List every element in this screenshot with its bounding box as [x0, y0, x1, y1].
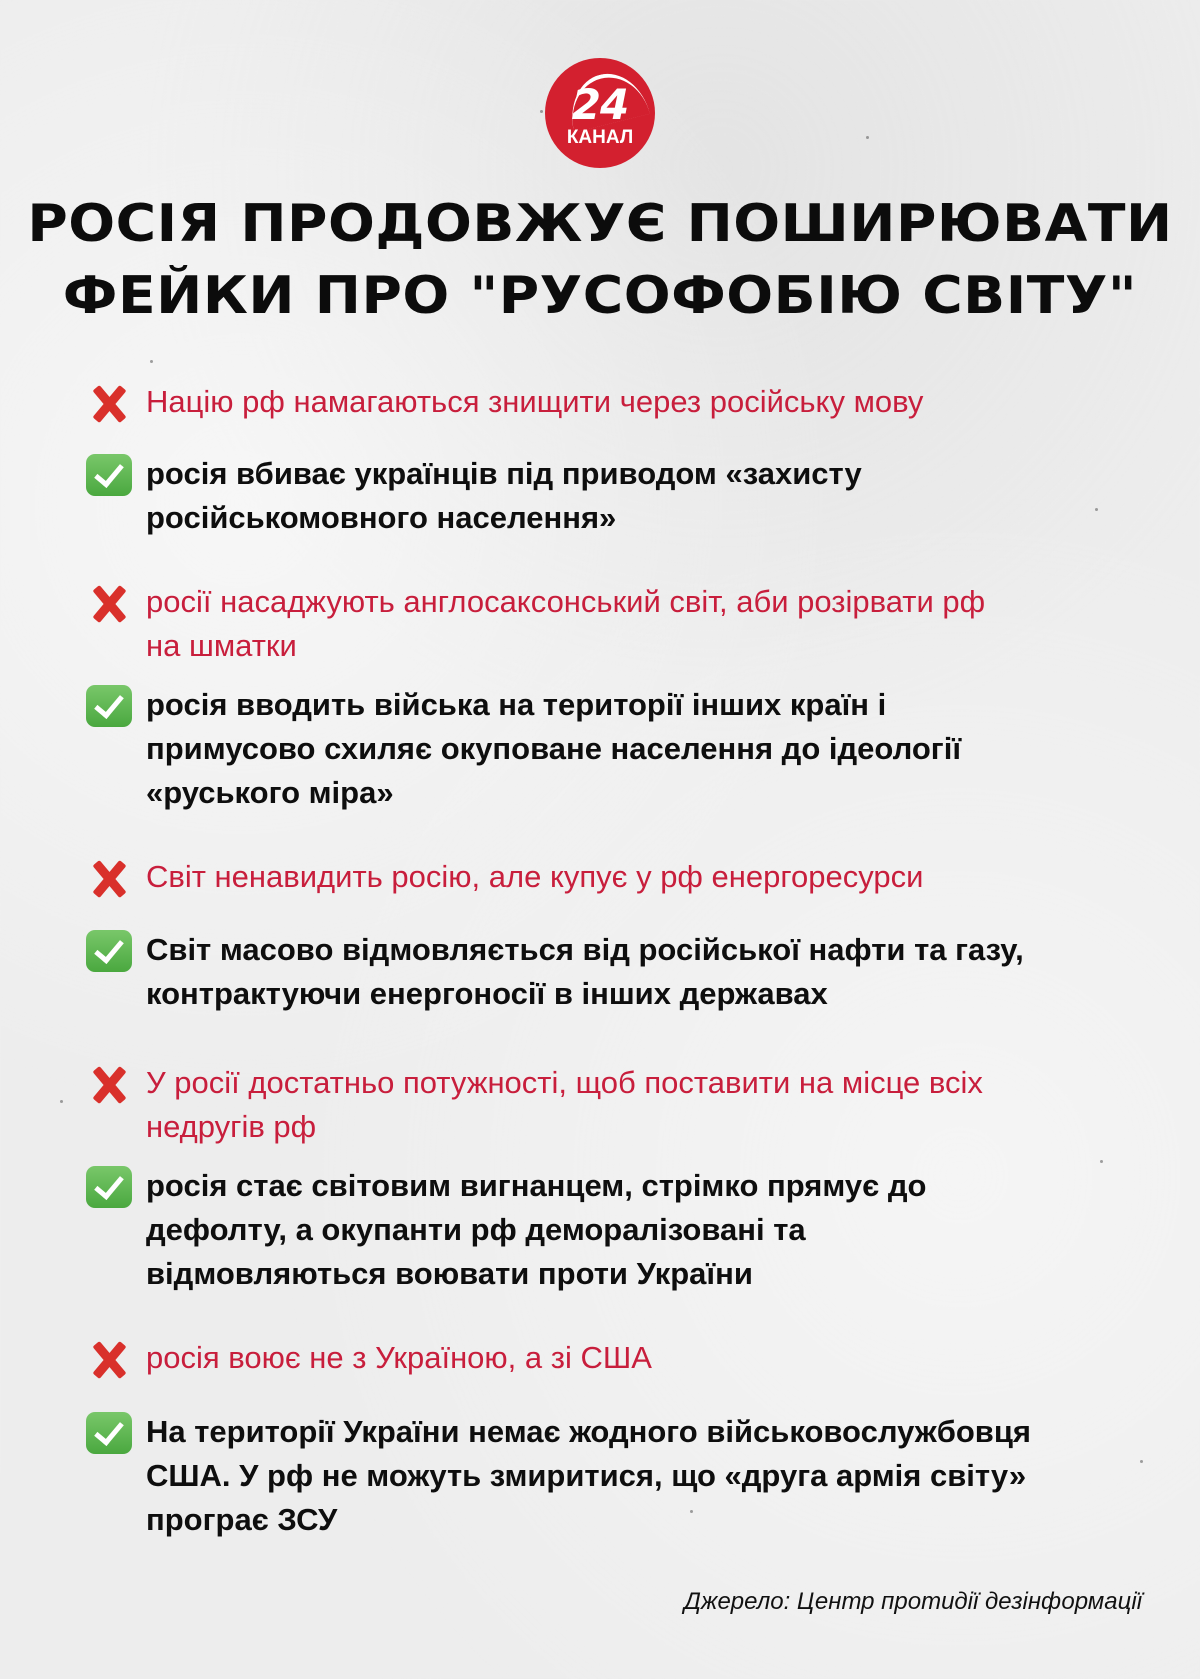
- fact-item: [86, 452, 1146, 540]
- text-line: Націю рф намагаються знищити через російську мову: [146, 384, 924, 419]
- text-line: Світ масово відмовляється від російської нафти та газу,: [146, 932, 1024, 967]
- text-line: контрактуючи енергоносії в інших державах: [146, 976, 828, 1011]
- logo-label: КАНАЛ: [566, 127, 634, 148]
- fact-text: [146, 1164, 926, 1296]
- text-line: відмовляються воювати проти України: [146, 1256, 753, 1291]
- check-mark-icon: [86, 1412, 132, 1454]
- check-mark-icon: [86, 454, 132, 496]
- fact-text: [146, 1410, 1031, 1542]
- fake-claim-item: [86, 1061, 1146, 1149]
- fact-item: [86, 683, 1146, 815]
- check-mark-icon: [86, 930, 132, 972]
- fact-text: [146, 683, 961, 815]
- source-credit: Джерело: Центр протидії дезінформації: [684, 1588, 1142, 1615]
- text-line: «руського міра»: [146, 775, 394, 810]
- text-line: російськомовного населення»: [146, 500, 617, 535]
- text-line: росії насаджують англосаксонський світ, аби розірвати рф: [146, 584, 986, 619]
- fake-claim-text: [146, 1336, 652, 1380]
- fact-item: [86, 1410, 1146, 1542]
- texture-speck: [866, 136, 869, 139]
- title-line-1: РОСІЯ ПРОДОВЖУЄ ПОШИРЮВАТИ: [27, 194, 1173, 254]
- channel-24-logo: [545, 58, 655, 168]
- fake-claim-text: [146, 1061, 983, 1149]
- cross-mark-icon: [86, 380, 132, 424]
- text-line: Світ ненавидить росію, але купує у рф енергоресурси: [146, 859, 924, 894]
- fake-claim-item: [86, 380, 1146, 424]
- text-line: росія воює не з Україною, а зі США: [146, 1340, 652, 1375]
- fake-claim-text: [146, 380, 923, 424]
- texture-speck: [60, 1100, 63, 1103]
- text-line: росія вбиває українців під приводом «захисту: [146, 456, 862, 491]
- cross-mark-icon: [86, 580, 132, 624]
- text-line: росія стає світовим вигнанцем, стрімко прямує до: [146, 1168, 927, 1203]
- text-line: недругів рф: [146, 1109, 317, 1144]
- text-line: дефолту, а окупанти рф деморалізовані та: [146, 1212, 806, 1247]
- page-title: [0, 188, 1200, 332]
- fact-text: [146, 452, 862, 540]
- cross-mark-icon: [86, 855, 132, 899]
- fake-claim-text: [146, 855, 923, 899]
- check-mark-icon: [86, 1166, 132, 1208]
- text-line: США. У рф не можуть змиритися, що «друга армія світу»: [146, 1458, 1027, 1493]
- fact-item: [86, 928, 1146, 1016]
- fake-claim-item: [86, 580, 1146, 668]
- fact-text: [146, 928, 1024, 1016]
- text-line: росія вводить війська на території інших країн і: [146, 687, 887, 722]
- cross-mark-icon: [86, 1336, 132, 1380]
- texture-speck: [540, 110, 543, 113]
- fake-claim-item: [86, 1336, 1146, 1380]
- text-line: На території України немає жодного військовослужбовця: [146, 1414, 1031, 1449]
- title-line-2: ФЕЙКИ ПРО "РУСОФОБІЮ СВІТУ": [62, 266, 1138, 326]
- fact-item: [86, 1164, 1146, 1296]
- text-line: примусово схиляє окуповане населення до ідеології: [146, 731, 962, 766]
- cross-mark-icon: [86, 1061, 132, 1105]
- text-line: програє ЗСУ: [146, 1502, 338, 1537]
- text-line: У росії достатньо потужності, щоб поставити на місце всіх: [146, 1065, 983, 1100]
- text-line: на шматки: [146, 628, 297, 663]
- fake-claim-text: [146, 580, 985, 668]
- logo-arc-icon: [562, 65, 650, 132]
- texture-speck: [1100, 1160, 1103, 1163]
- logo-number: 24: [571, 80, 629, 129]
- texture-speck: [150, 360, 153, 363]
- check-mark-icon: [86, 685, 132, 727]
- fake-claim-item: [86, 855, 1146, 899]
